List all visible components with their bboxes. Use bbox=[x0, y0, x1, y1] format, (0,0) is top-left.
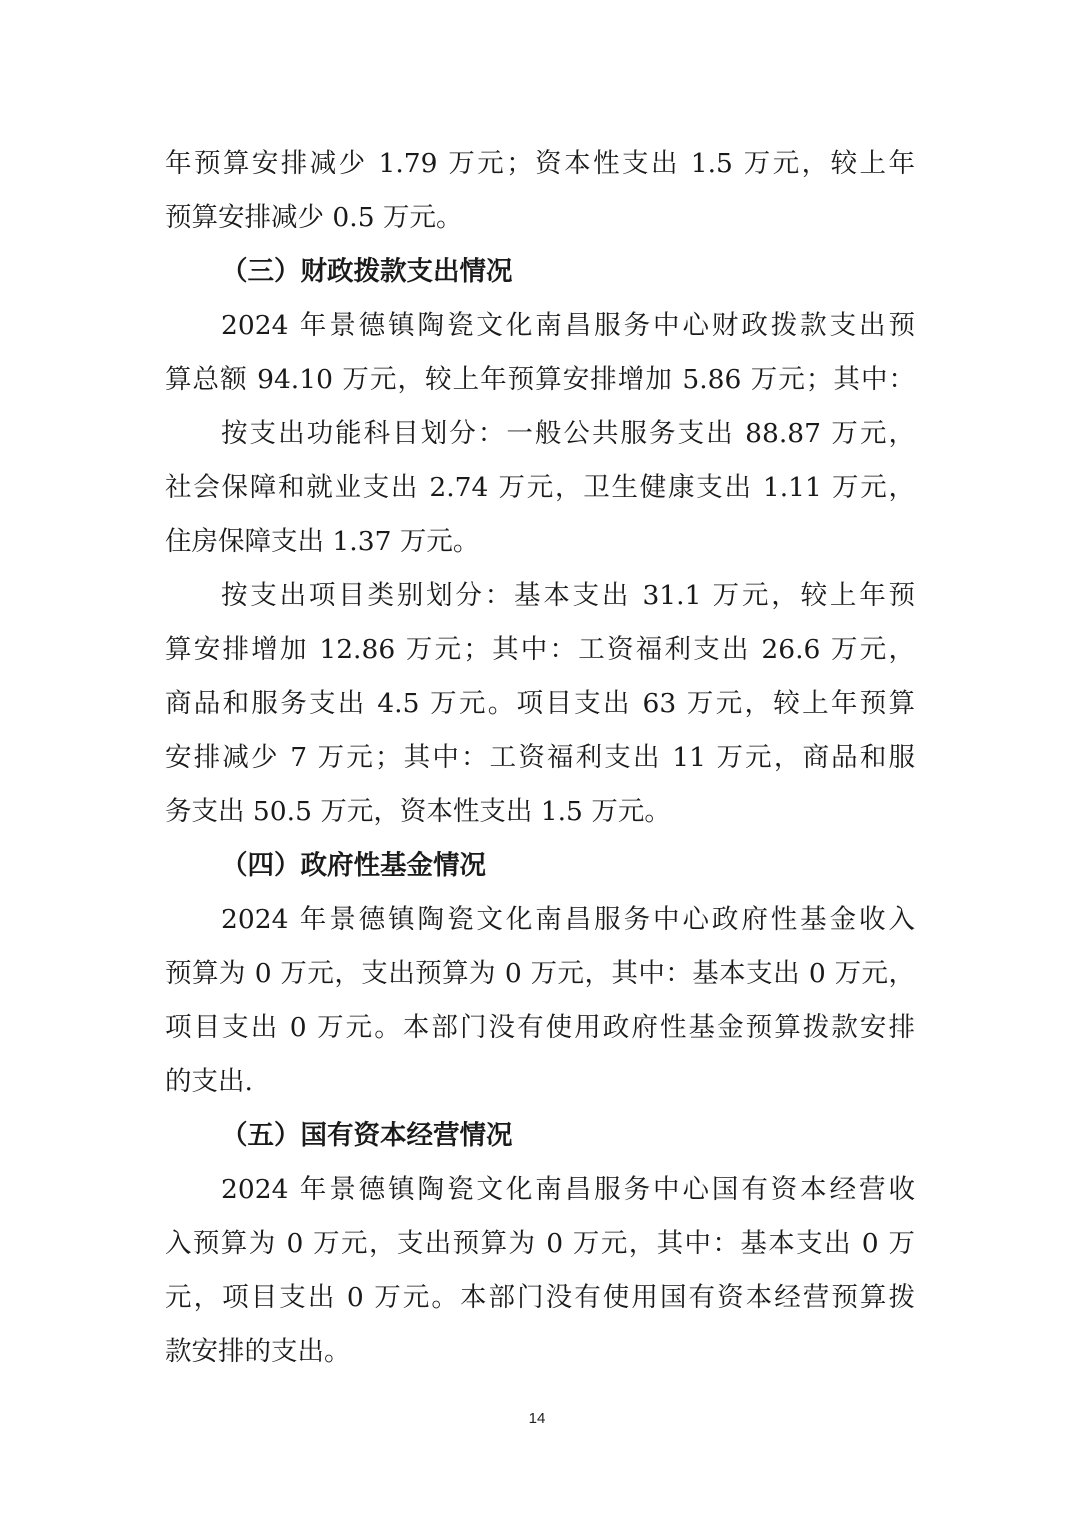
section-heading-fiscal-appropriation: （三）财政拨款支出情况 bbox=[221, 256, 513, 287]
page-number: 14 bbox=[528, 1410, 546, 1427]
paragraph-line: 商品和服务支出 4.5 万元。项目支出 63 万元，较上年预算 bbox=[165, 688, 915, 719]
paragraph-line: 按支出项目类别划分：基本支出 31.1 万元，较上年预 bbox=[221, 580, 915, 611]
paragraph-line: 款安排的支出。 bbox=[165, 1336, 351, 1367]
paragraph-line: 安排减少 7 万元；其中：工资福利支出 11 万元，商品和服 bbox=[165, 742, 915, 773]
paragraph-line: 元，项目支出 0 万元。本部门没有使用国有资本经营预算拨 bbox=[165, 1282, 915, 1313]
paragraph-line: 算总额 94.10 万元，较上年预算安排增加 5.86 万元；其中： bbox=[165, 364, 915, 395]
paragraph-line: 社会保障和就业支出 2.74 万元，卫生健康支出 1.11 万元， bbox=[165, 472, 915, 503]
paragraph-line: 项目支出 0 万元。本部门没有使用政府性基金预算拨款安排 bbox=[165, 1012, 915, 1043]
paragraph-line: 的支出. bbox=[165, 1066, 253, 1097]
paragraph-line: 按支出功能科目划分：一般公共服务支出 88.87 万元， bbox=[221, 418, 915, 449]
paragraph-line: 住房保障支出 1.37 万元。 bbox=[165, 526, 480, 557]
section-heading-government-fund: （四）政府性基金情况 bbox=[221, 850, 486, 881]
paragraph-line: 2024 年景德镇陶瓷文化南昌服务中心财政拨款支出预 bbox=[221, 310, 915, 341]
paragraph-line: 2024 年景德镇陶瓷文化南昌服务中心国有资本经营收 bbox=[221, 1174, 915, 1205]
paragraph-line: 2024 年景德镇陶瓷文化南昌服务中心政府性基金收入 bbox=[221, 904, 915, 935]
paragraph-line: 算安排增加 12.86 万元；其中：工资福利支出 26.6 万元， bbox=[165, 634, 915, 665]
paragraph-line: 预算为 0 万元，支出预算为 0 万元，其中：基本支出 0 万元， bbox=[165, 958, 915, 989]
paragraph-line: 年预算安排减少 1.79 万元；资本性支出 1.5 万元，较上年 bbox=[165, 148, 915, 179]
paragraph-line: 预算安排减少 0.5 万元。 bbox=[165, 202, 463, 233]
section-heading-state-capital: （五）国有资本经营情况 bbox=[221, 1120, 513, 1151]
paragraph-line: 务支出 50.5 万元，资本性支出 1.5 万元。 bbox=[165, 796, 671, 827]
paragraph-line: 入预算为 0 万元，支出预算为 0 万元，其中：基本支出 0 万 bbox=[165, 1228, 915, 1259]
